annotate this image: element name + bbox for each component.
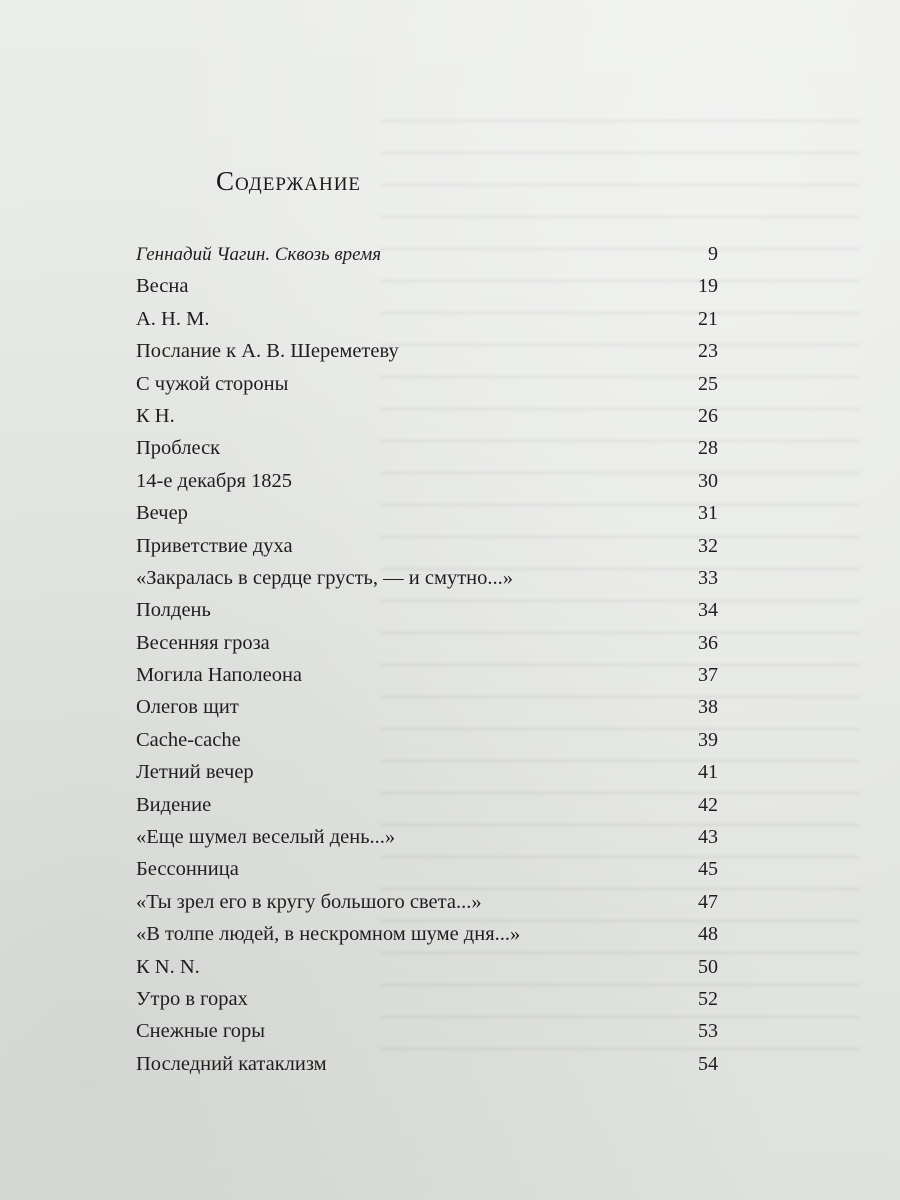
toc-entry-title: Полдень — [136, 599, 211, 622]
toc-entry-page-number: 31 — [698, 502, 718, 525]
toc-entry-title: Могила Наполеона — [136, 664, 303, 687]
toc-entry-title: К Н. — [136, 404, 175, 427]
toc-entry-page-number: 9 — [708, 243, 718, 265]
toc-entry-page-number: 25 — [698, 372, 718, 395]
toc-entry-page-number: 53 — [698, 1020, 718, 1043]
toc-entry — [136, 562, 718, 594]
toc-entry — [136, 918, 718, 950]
toc-entry — [136, 368, 718, 400]
toc-entry-title: С чужой стороны — [136, 372, 289, 395]
toc-entry-title: Последний катаклизм — [136, 1052, 327, 1075]
toc-entry-title: А. Н. М. — [136, 307, 210, 330]
toc-entry-page-number: 34 — [698, 599, 718, 622]
toc-entry-page-number: 28 — [698, 437, 718, 460]
toc-entry-title: Утро в горах — [136, 987, 248, 1010]
toc-entry — [136, 238, 718, 270]
toc-entry — [136, 400, 718, 432]
toc-entry-title: Видение — [136, 793, 212, 816]
toc-entry-page-number: 26 — [698, 404, 718, 427]
toc-entry-title: Вечер — [136, 502, 188, 525]
toc-entry — [136, 303, 718, 335]
toc-entry — [136, 853, 718, 885]
toc-entry — [136, 724, 718, 756]
toc-entry-title: «Закралась в сердце грусть, — и смутно...» — [136, 566, 514, 589]
page-title: Содержание — [216, 166, 362, 196]
toc-entry-title: Летний вечер — [136, 761, 254, 784]
toc-entry — [136, 886, 718, 918]
toc-entry — [136, 821, 718, 853]
toc-entry — [136, 594, 718, 626]
toc-entry-title: Геннадий Чагин. Сквозь время — [136, 244, 382, 265]
toc-entry-title: Снежные горы — [136, 1020, 266, 1043]
toc-entry — [136, 627, 718, 659]
toc-entry-page-number: 32 — [698, 534, 718, 557]
toc-entry — [136, 465, 718, 497]
toc-entry-page-number: 52 — [698, 987, 718, 1010]
toc-entry-title: К N. N. — [136, 955, 200, 978]
toc-entry-page-number: 39 — [698, 728, 718, 751]
toc-entry-title: Весенняя гроза — [136, 631, 270, 654]
toc-entry — [136, 983, 718, 1015]
toc-entry — [136, 756, 718, 788]
toc-entry — [136, 691, 718, 723]
toc-entry-title: «Еще шумел веселый день...» — [136, 826, 396, 849]
toc-entry — [136, 497, 718, 529]
toc-entry-page-number: 50 — [698, 955, 718, 978]
toc-entry-page-number: 45 — [698, 858, 718, 881]
toc-entry-title: Приветствие духа — [136, 534, 293, 557]
toc-entry-page-number: 42 — [698, 793, 718, 816]
table-of-contents — [136, 238, 718, 1080]
toc-entry-page-number: 48 — [698, 923, 718, 946]
toc-entry-title: Весна — [136, 275, 189, 298]
toc-entry-page-number: 36 — [698, 631, 718, 654]
toc-entry-page-number: 33 — [698, 566, 718, 589]
toc-entry — [136, 1015, 718, 1047]
toc-entry-page-number: 21 — [698, 307, 718, 330]
toc-entry-page-number: 37 — [698, 664, 718, 687]
toc-entry-page-number: 38 — [698, 696, 718, 719]
toc-entry — [136, 335, 718, 367]
toc-entry — [136, 270, 718, 302]
toc-entry-page-number: 41 — [698, 761, 718, 784]
toc-entry-title: Проблеск — [136, 437, 221, 460]
toc-entry-page-number: 43 — [698, 826, 718, 849]
toc-entry-title: «Ты зрел его в кругу большого света...» — [136, 890, 482, 913]
toc-entry-page-number: 23 — [698, 340, 718, 363]
toc-entry — [136, 530, 718, 562]
toc-entry-page-number: 30 — [698, 469, 718, 492]
toc-entry-title: Cache-cache — [136, 728, 241, 751]
toc-entry-title: «В толпе людей, в нескромном шуме дня...» — [136, 923, 521, 946]
toc-entry — [136, 432, 718, 464]
toc-entry-page-number: 54 — [698, 1052, 718, 1075]
toc-entry-title: Бессонница — [136, 858, 239, 881]
toc-entry-title: Олегов щит — [136, 696, 239, 719]
toc-entry — [136, 951, 718, 983]
toc-entry — [136, 1048, 718, 1080]
toc-entry-title: 14-е декабря 1825 — [136, 469, 293, 492]
toc-entry — [136, 789, 718, 821]
toc-entry-title: Послание к А. В. Шереметеву — [136, 340, 399, 363]
toc-entry-page-number: 47 — [698, 890, 718, 913]
toc-entry — [136, 659, 718, 691]
toc-entry-page-number: 19 — [698, 275, 718, 298]
